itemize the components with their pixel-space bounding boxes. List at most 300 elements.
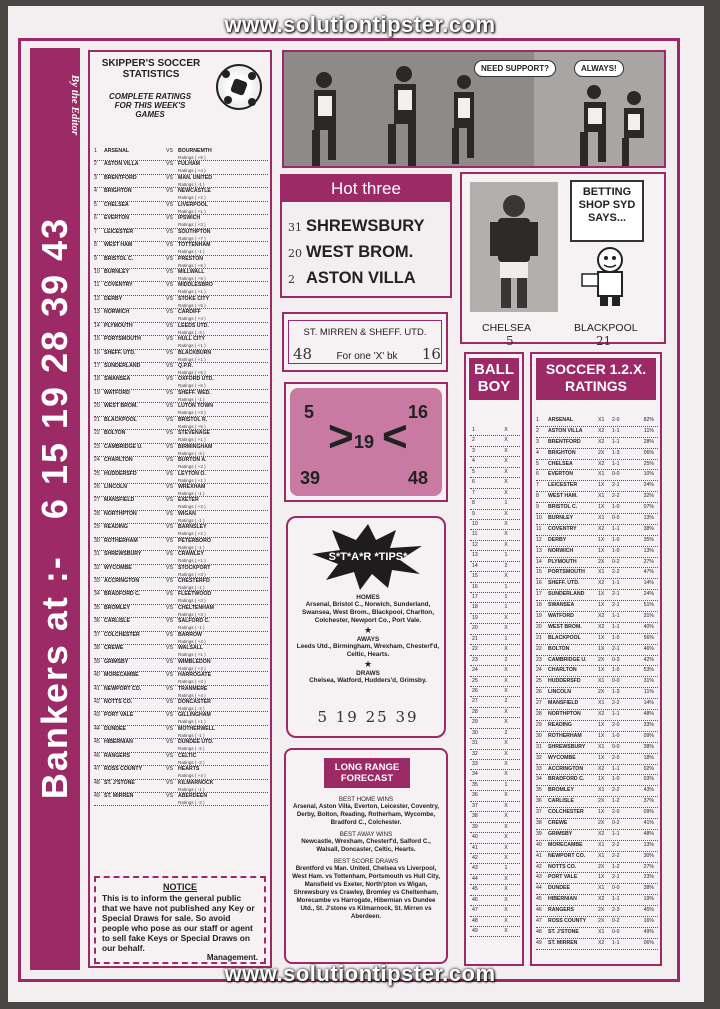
rating-number: 43 <box>536 874 542 881</box>
fixture-row <box>94 269 268 282</box>
fixture-away: KILMARNOCK <box>178 779 214 786</box>
ball-boy-row <box>470 917 520 927</box>
fixture-vs: VS <box>166 752 173 759</box>
rating-percent: 30% <box>643 852 654 859</box>
fixture-home: WEST HAM <box>104 242 133 249</box>
fixture-away: TOTTENHAM <box>178 242 211 249</box>
fixture-number: 12 <box>94 295 100 302</box>
rating-team: WEST HAM. <box>548 493 578 500</box>
ball-boy-pick: X <box>504 875 508 882</box>
fixture-away: WALSALL <box>178 645 204 652</box>
fixture-away: BURTON A. <box>178 457 207 464</box>
ball-boy-row <box>470 572 520 582</box>
ball-boy-pick: X <box>504 928 508 934</box>
homes-heading: HOMES <box>356 594 380 601</box>
rating-score: 2-0 <box>612 721 620 728</box>
rating-row <box>536 481 658 492</box>
ball-boy-pick: X <box>504 541 508 548</box>
fixture-away: WIGAN <box>178 510 196 517</box>
fixture-row <box>94 551 268 564</box>
ball-boy-pick: X <box>504 792 508 799</box>
skipper-title: SKIPPER'S SOCCER STATISTICS <box>101 58 201 80</box>
ball-boy-number: 21 <box>472 635 478 642</box>
long-range-forecast-box <box>284 748 448 964</box>
fixture-rating: Ratings ( +4 ) <box>178 168 206 174</box>
rating-percent: 19% <box>643 896 654 903</box>
skipper-statistics-panel <box>88 50 272 968</box>
fixture-rating: Ratings ( +8 ) <box>178 275 206 281</box>
fixture-away: DUNDEE UTD. <box>178 739 214 746</box>
rating-team: BRADFORD C. <box>548 776 585 783</box>
rating-team: PORT VALE <box>548 874 578 881</box>
rating-team: SHEFF. UTD. <box>548 580 580 587</box>
rating-number: 25 <box>536 678 542 685</box>
rating-team: BLACKPOOL <box>548 634 581 641</box>
rating-pick: X2 <box>598 525 605 532</box>
rating-number: 1 <box>536 417 539 423</box>
rating-score: 2-3 <box>612 907 620 914</box>
rating-number: 36 <box>536 798 542 805</box>
hot-three-item <box>288 214 446 240</box>
fixture-rating: Ratings ( +3 ) <box>178 504 206 510</box>
rating-score: 2-2 <box>612 700 620 707</box>
rating-score: 2-0 <box>612 417 620 423</box>
fixture-rating: Ratings ( +2 ) <box>178 531 206 537</box>
rating-number: 12 <box>536 536 542 543</box>
ball-boy-pick: X <box>504 854 508 861</box>
fixture-rating: Ratings ( -2 ) <box>178 705 205 711</box>
rating-score: 1-1 <box>612 460 620 467</box>
fixture-away: NEWCASTLE <box>178 188 211 195</box>
fixture-home: COLCHESTER <box>104 631 140 638</box>
rating-pick: X1 <box>598 569 605 576</box>
rating-pick: X2 <box>598 830 605 837</box>
star-tips-box <box>286 516 446 738</box>
rating-percent: 33% <box>643 721 654 728</box>
fixture-vs: VS <box>166 604 173 611</box>
fixture-vs: VS <box>166 430 173 437</box>
rating-team: CAMBRIDGE U. <box>548 656 587 663</box>
rating-pick: 1X <box>598 591 605 598</box>
fixture-vs: VS <box>166 188 173 195</box>
fixture-number: 3 <box>94 174 97 181</box>
rating-percent: 38% <box>643 525 654 532</box>
rating-team: BOLTON <box>548 645 570 652</box>
fixture-away: BARROW <box>178 631 202 638</box>
hot-three-number: 2 <box>288 273 295 286</box>
ball-boy-number: 45 <box>472 886 478 893</box>
ball-boy-pick: X <box>504 896 508 903</box>
ball-boy-number: 40 <box>472 834 478 841</box>
ball-boy-number: 46 <box>472 896 478 903</box>
fixture-number: 36 <box>94 618 100 625</box>
rating-row <box>536 677 658 688</box>
fixture-vs: VS <box>166 779 173 786</box>
fixture-away: WREXHAM <box>178 483 206 490</box>
ball-boy-pick: X <box>504 667 508 674</box>
ball-boy-row <box>470 593 520 603</box>
fixture-number: 14 <box>94 322 100 329</box>
hot-three-number: 20 <box>288 247 302 260</box>
fixture-rating: Ratings ( +5 ) <box>178 383 206 389</box>
rating-row <box>536 688 658 699</box>
rating-number: 15 <box>536 569 542 576</box>
rating-percent: 56% <box>643 634 654 641</box>
ball-boy-number: 15 <box>472 573 478 580</box>
fixture-home: NEWPORT CO. <box>104 685 142 692</box>
players-photo <box>282 50 666 168</box>
rating-score: 0-0 <box>612 471 620 478</box>
star-tips-title: S*T*A*R *TIPS* <box>328 551 408 563</box>
ball-boy-row <box>470 677 520 687</box>
rating-percent: 46% <box>643 645 654 652</box>
rating-pick: X2 <box>598 580 605 587</box>
ball-boy-number: 31 <box>472 740 478 747</box>
fixture-away: FLEETWOOD <box>178 591 212 598</box>
fixture-home: HUDDERSFD <box>104 470 137 477</box>
fixture-vs: VS <box>166 174 173 181</box>
ball-boy-pick: X <box>504 437 508 444</box>
ball-boy-number: 8 <box>472 500 475 507</box>
fixture-number: 48 <box>94 779 100 786</box>
fixture-home: WYCOMBE <box>104 564 132 571</box>
rating-score: 1-0 <box>612 634 620 641</box>
rating-percent: 09% <box>643 809 654 816</box>
rating-percent: 47% <box>643 569 654 576</box>
rating-row <box>536 547 658 558</box>
rating-team: ROTHERHAM <box>548 732 582 739</box>
ball-boy-row <box>470 781 520 791</box>
soccer-12x-panel <box>530 352 662 966</box>
fixture-rating: Ratings ( +1 ) <box>178 208 206 214</box>
blackpool-score: 21 <box>596 334 612 348</box>
fixture-rating: Ratings ( -3 ) <box>178 800 205 805</box>
rating-team: CHARLTON <box>548 667 577 674</box>
fixture-rating: Ratings ( +6 ) <box>178 262 206 268</box>
ball-boy-pick: X <box>504 708 508 715</box>
draws-heading: DRAWS <box>356 670 380 677</box>
rating-number: 28 <box>536 711 542 718</box>
rating-score: 2-1 <box>612 482 620 489</box>
rating-percent: 03% <box>643 776 654 783</box>
number-box <box>284 382 448 502</box>
rating-number: 44 <box>536 885 542 892</box>
ball-boy-number: 24 <box>472 667 478 674</box>
rating-percent: 10% <box>643 471 654 478</box>
fixture-vs: VS <box>166 524 173 531</box>
rating-percent: 48% <box>643 711 654 718</box>
fixture-vs: VS <box>166 457 173 464</box>
rating-pick: X1 <box>598 678 605 685</box>
fixture-vs: VS <box>166 376 173 383</box>
fixture-row <box>94 417 268 430</box>
ball-boy-row <box>470 603 520 613</box>
ball-boy-pick: X <box>504 719 508 726</box>
fixture-away: MIDDLESBRO <box>178 282 213 289</box>
ball-boy-pick: X <box>504 625 508 632</box>
rating-pick: 1X <box>598 667 605 674</box>
ball-boy-number: 38 <box>472 813 478 820</box>
fixture-rating: Ratings ( +4 ) <box>178 773 206 779</box>
fixture-rating: Ratings ( +4 ) <box>178 316 206 322</box>
fixture-away: MOTHERWELL <box>178 725 216 732</box>
rating-row <box>536 895 658 906</box>
rating-percent: 35% <box>643 536 654 543</box>
rating-team: EVERTON <box>548 471 573 478</box>
fixture-away: MAN. UNITED <box>178 174 213 181</box>
fixture-home: ARSENAL <box>104 148 130 154</box>
ball-boy-row <box>470 896 520 906</box>
rating-row <box>536 558 658 569</box>
fixture-home: HIBERNIAN <box>104 739 133 746</box>
rating-score: 0-0 <box>612 678 620 685</box>
rating-row <box>536 808 658 819</box>
fixture-home: EVERTON <box>104 215 129 222</box>
fixture-row <box>94 242 268 255</box>
rating-team: MORECAMBE <box>548 841 583 848</box>
rating-row <box>536 797 658 808</box>
fixture-away: SOUTHPTON <box>178 228 211 235</box>
chelsea-player-photo <box>470 182 558 312</box>
fixture-row <box>94 296 268 309</box>
ball-boy-row <box>470 510 520 520</box>
rating-pick: 2X <box>598 917 605 924</box>
fixture-rating: Ratings ( +3 ) <box>178 571 206 577</box>
ball-boy-row <box>470 635 520 645</box>
fixture-row <box>94 538 268 551</box>
rating-row <box>536 634 658 645</box>
rating-number: 10 <box>536 515 542 522</box>
rating-row <box>536 623 658 634</box>
fixture-vs: VS <box>166 242 173 249</box>
fixture-rating: Ratings ( +5 ) <box>178 370 206 375</box>
ball-boy-row <box>470 854 520 864</box>
rating-team: NOTTS CO. <box>548 863 577 870</box>
rating-number: 19 <box>536 613 542 620</box>
rating-score: 1-1 <box>612 939 620 946</box>
fixture-away: BLACKBURN <box>178 349 212 356</box>
rating-row <box>536 786 658 797</box>
fixture-vs: VS <box>166 739 173 746</box>
rating-percent: 13% <box>643 841 654 848</box>
ball-boy-pick: X <box>504 740 508 747</box>
fixture-vs: VS <box>166 336 173 343</box>
rating-score: 2-2 <box>612 787 620 794</box>
best-home-list: Arsenal, Aston Villa, Everton, Leicester, Coventry, Derby, Bolton, Reading, Rotherham, Wycombe, Bradford C., Colchester. <box>292 803 440 826</box>
rating-number: 29 <box>536 721 542 728</box>
fixture-row <box>94 457 268 470</box>
fixture-number: 39 <box>94 658 100 665</box>
fixture-rating: Ratings ( -3 ) <box>178 450 205 456</box>
rating-pick: 2X <box>598 558 605 565</box>
draws-list: Chelsea, Watford, Hudders'd, Grimsby. <box>309 677 427 684</box>
best-score-list: Brentford vs Man. United, Chelsea vs Liverpool, West Ham. vs Tottenham, Portsmouth vs Hull City, Mansfield vs Exeter, North'pton vs Wigan, Shrewsbury vs Crawley, Bromley vs Cheltenham, Morecambe vs Harrogate, Hibernian vs Dundee Utd., St. J'stone vs Kilmarnock, St. Mirren vs Aberdeen. <box>292 865 440 920</box>
fixture-away: SHEFF. WED. <box>178 389 211 396</box>
rating-pick: 2X <box>598 656 605 663</box>
fixture-home: BRISTOL C. <box>104 255 134 262</box>
notice-title: NOTICE <box>162 882 197 892</box>
fixture-vs: VS <box>166 282 173 289</box>
ball-boy-row <box>470 562 520 572</box>
fixture-vs: VS <box>166 685 173 692</box>
fixture-home: ST. J'STONE <box>104 779 135 786</box>
ball-boy-pick: X <box>504 771 508 778</box>
rating-percent: 11% <box>644 689 654 696</box>
rating-team: NORWICH <box>548 547 574 554</box>
rating-pick: 2X <box>598 907 605 914</box>
ball-boy-row <box>470 614 520 624</box>
rating-number: 31 <box>536 743 542 750</box>
st-mirren-right-num: 16 <box>421 345 441 363</box>
fixture-home: SHREWSBURY <box>104 551 142 558</box>
fixture-home: BRENTFORD <box>104 174 137 181</box>
rating-pick: X2 <box>598 460 605 467</box>
ball-boy-pick: X <box>504 687 508 694</box>
fixture-home: CARLISLE <box>104 618 130 625</box>
rating-row <box>536 427 658 438</box>
fixture-away: EXETER <box>178 497 199 504</box>
rating-percent: 40% <box>643 623 654 630</box>
fixture-row <box>94 739 268 752</box>
rating-number: 21 <box>536 634 542 641</box>
fixture-number: 24 <box>94 457 100 464</box>
rating-pick: X2 <box>598 427 605 434</box>
fixture-row <box>94 565 268 578</box>
fixture-vs: VS <box>166 658 173 665</box>
fixture-number: 20 <box>94 403 100 410</box>
rating-row <box>536 906 658 917</box>
ball-boy-pick: X <box>504 646 508 653</box>
rating-row <box>536 928 658 939</box>
fixture-number: 4 <box>94 188 97 195</box>
rating-pick: 2X <box>598 819 605 826</box>
fixture-home: MANSFIELD <box>104 497 135 504</box>
fixture-row <box>94 780 268 793</box>
rating-score: 2-1 <box>612 645 620 652</box>
fixture-home: NORWICH <box>104 309 130 316</box>
fixture-row <box>94 188 268 201</box>
chelsea-label: CHELSEA <box>482 322 532 334</box>
fixture-rating: Ratings ( +1 ) <box>178 652 206 658</box>
fixture-vs: VS <box>166 645 173 652</box>
rating-team: RANGERS <box>548 907 574 914</box>
rating-row <box>536 536 658 547</box>
fixture-home: BRADFORD C. <box>104 591 141 598</box>
ball-boy-number: 10 <box>472 520 478 527</box>
fixture-row <box>94 511 268 524</box>
rating-row <box>536 666 658 677</box>
fixture-vs: VS <box>166 483 173 490</box>
ball-boy-row <box>470 478 520 488</box>
fixture-home: PORTSMOUTH <box>104 336 141 343</box>
rating-team: CHELSEA <box>548 460 573 467</box>
fixture-vs: VS <box>166 631 173 638</box>
fixture-vs: VS <box>166 309 173 316</box>
rating-number: 4 <box>536 449 539 456</box>
fixture-row <box>94 659 268 672</box>
rating-score: 2-2 <box>612 841 620 848</box>
rating-percent: 43% <box>643 787 654 794</box>
ball-boy-pick: X <box>504 802 508 809</box>
ball-boy-row <box>470 530 520 540</box>
rating-score: 2-1 <box>612 591 620 598</box>
ball-boy-number: 34 <box>472 771 478 778</box>
rating-pick: X2 <box>598 711 605 718</box>
ball-boy-number: 30 <box>472 729 478 736</box>
fixture-row <box>94 672 268 685</box>
speech-bubble-always: ALWAYS! <box>574 60 624 77</box>
rating-score: 1-1 <box>612 623 620 630</box>
rating-number: 22 <box>536 645 542 652</box>
fixture-vs: VS <box>166 766 173 773</box>
fixture-row <box>94 148 268 161</box>
fixture-rating: Ratings ( +4 ) <box>178 638 206 644</box>
fixture-rating: Ratings ( +3 ) <box>178 222 206 228</box>
fixture-away: BIRMINGHAM <box>178 443 213 450</box>
rating-pick: 1X <box>598 536 605 543</box>
fixture-home: ACCRINGTON <box>104 578 140 584</box>
fixture-away: PETERBORO <box>178 537 211 544</box>
chelsea-score: 5 <box>506 334 514 348</box>
rating-number: 41 <box>536 852 542 859</box>
number-top-left: 5 <box>304 402 315 422</box>
ball-boy-row <box>470 656 520 666</box>
fixture-number: 10 <box>94 268 100 275</box>
fixture-vs: VS <box>166 618 173 625</box>
fixture-vs: VS <box>166 443 173 450</box>
ball-boy-pick: 1 <box>504 594 508 600</box>
ball-boy-row <box>470 875 520 885</box>
rating-row <box>536 438 658 449</box>
fixture-number: 17 <box>94 363 100 369</box>
rating-percent: 31% <box>643 613 654 620</box>
ball-boy-pick: 1 <box>504 583 508 590</box>
celebrity-box <box>460 172 666 348</box>
rating-number: 33 <box>536 765 542 772</box>
ball-boy-number: 48 <box>472 917 478 924</box>
fixture-away: BARNSLEY <box>178 524 207 531</box>
fixture-rating: Ratings ( +3 ) <box>178 611 206 617</box>
rating-number: 48 <box>536 928 542 935</box>
rating-number: 46 <box>536 907 542 914</box>
rating-pick: X2 <box>598 765 605 772</box>
fixture-home: READING <box>104 524 128 531</box>
rating-team: LINCOLN <box>548 689 572 696</box>
fixture-vs: VS <box>166 201 173 208</box>
ball-boy-number: 11 <box>472 531 478 538</box>
fixture-row <box>94 484 268 497</box>
ball-boy-row <box>470 802 520 812</box>
fixture-away: LUTON TOWN <box>178 403 213 410</box>
rating-team: COLCHESTER <box>548 809 584 816</box>
fixture-row <box>94 350 268 363</box>
fixture-rating: Ratings ( +6 ) <box>178 155 206 160</box>
st-mirren-box <box>282 312 448 372</box>
rating-score: 2-1 <box>612 602 620 609</box>
star-divider-icon: ★ <box>363 659 373 669</box>
speech-bubble-support: NEED SUPPORT? <box>474 60 556 77</box>
ball-boy-pick: X <box>504 468 508 475</box>
rating-row <box>536 775 658 786</box>
ball-boy-row <box>470 541 520 551</box>
rating-pick: 1X <box>598 547 605 554</box>
fixture-number: 31 <box>94 551 100 558</box>
rating-score: 1-1 <box>612 711 620 718</box>
rating-score: 1-1 <box>612 896 620 903</box>
rating-pick: X1 <box>598 928 605 935</box>
rating-percent: 14% <box>643 580 654 587</box>
rating-row <box>536 710 658 721</box>
